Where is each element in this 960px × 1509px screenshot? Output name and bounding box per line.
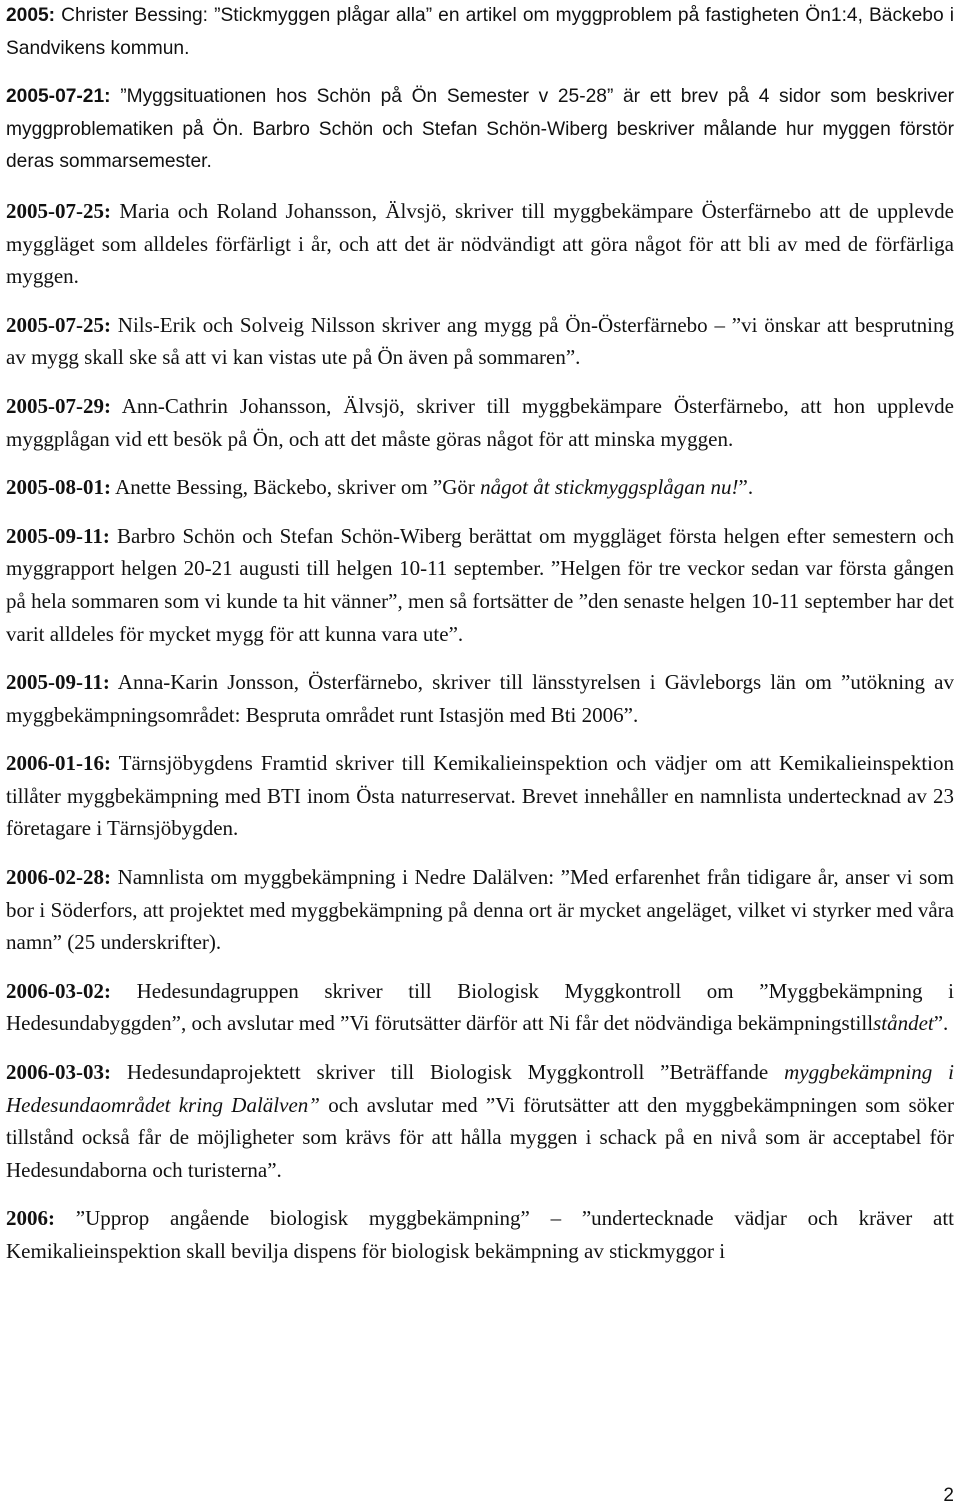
entry-date: 2005: bbox=[6, 5, 56, 26]
entry-text: Hedesundagruppen skriver till Biologisk Myggkontroll om ”Myggbekämpning i Hedesundabyggden”, och avslutar med ”Vi förutsätter därför att Ni får det nödvändiga bekämpningstill bbox=[6, 978, 954, 1036]
entry-text: Tärnsjöbygdens Framtid skriver till Kemikalieinspektion och vädjer om att Kemikalieinspektion tillåter myggbekämpning med BTI inom Östa naturreservat. Brevet innehåller en namnlista undertecknad av 23 företagare i Tärnsjöbygden. bbox=[6, 751, 954, 841]
entry-2005-07-25-johansson bbox=[6, 195, 954, 293]
entry-text: Anette Bessing, Bäckebo, skriver om ”Gör bbox=[110, 475, 481, 500]
entry-text: Namnlista om myggbekämpning i Nedre Dalälven: ”Med erfarenhet från tidigare år, anser vi som bor i Söderfors, att projektet med myggbekämpning på denna ort är mycket angeläget, vilket vi styrker med våra namn” (25 underskrifter). bbox=[6, 865, 954, 955]
entry-2006-01-16 bbox=[6, 747, 954, 845]
entry-2005-07-21 bbox=[6, 81, 954, 179]
entry-date: 2006-03-03: bbox=[6, 1060, 111, 1085]
entry-2006-02-28 bbox=[6, 861, 954, 959]
entry-text: ”Myggsituationen hos Schön på Ön Semester v 25-28” är ett brev på 4 sidor som beskriver myggproblematiken på Ön. Barbro Schön och Stefan Schön-Wiberg beskriver målande hur myggen förstör deras sommarsemester. bbox=[6, 86, 954, 173]
entry-date: 2005-08-01: bbox=[6, 475, 111, 500]
entry-text: Christer Bessing: ”Stickmyggen plågar alla” en artikel om myggproblem på fastigheten Ön1:4, Bäckebo i Sandvikens kommun. bbox=[6, 5, 954, 59]
entry-date: 2006-03-02: bbox=[6, 978, 111, 1003]
entry-date: 2005-07-21: bbox=[6, 86, 111, 108]
entry-date: 2006: bbox=[6, 1206, 55, 1231]
entry-2006-03-02 bbox=[6, 975, 954, 1040]
entry-date: 2005-09-11: bbox=[6, 670, 110, 695]
entry-2005-07-25-nilsson bbox=[6, 309, 954, 374]
entry-italic-text: myggbekämpning i Hedesundaområdet kring Dalälven” bbox=[6, 1060, 954, 1117]
entry-date: 2005-07-29: bbox=[6, 393, 111, 418]
entry-date: 2005-07-25: bbox=[6, 312, 111, 337]
entry-date: 2005-07-25: bbox=[6, 198, 111, 223]
entry-2005-08-01 bbox=[6, 471, 954, 504]
entry-italic-text: ståndet bbox=[873, 1011, 934, 1036]
entry-date: 2006-01-16: bbox=[6, 751, 111, 776]
entry-text-after: och avslutar med ”Vi förutsätter att den myggbekämpningen som söker tillstånd också får de möjligheter som krävs för att hålla myggen i schack på en nivå som är acceptabel för Hedesundaborna och turisterna”. bbox=[6, 1092, 954, 1182]
entry-text-after: ”. bbox=[738, 475, 754, 500]
entry-2006-03-03 bbox=[6, 1056, 954, 1186]
entry-italic-text: något åt stickmyggsplågan nu! bbox=[480, 475, 739, 500]
entry-text: Barbro Schön och Stefan Schön-Wiberg berättat om myggläget första helgen efter semestern och myggrapport helgen 20-21 augusti till helgen 10-11 september. ”Helgen för tre veckor sedan var första gången på hela sommaren som vi kunde ta hit vänner”, men så fortsätter de ”den senaste helgen 10-11 september har det varit alldeles för mycket mygg för att kunna vara ute”. bbox=[6, 523, 954, 646]
page-number: 2 bbox=[943, 1485, 954, 1506]
entry-date: 2006-02-28: bbox=[6, 865, 111, 890]
entry-2005-09-11-jonsson bbox=[6, 666, 954, 731]
entry-text: Hedesundaprojektett skriver till Biologisk Myggkontroll ”Beträffande bbox=[110, 1060, 785, 1085]
entry-2005-07-29 bbox=[6, 390, 954, 455]
entry-text: Nils-Erik och Solveig Nilsson skriver ang mygg på Ön-Österfärnebo – ”vi önskar att besprutning av mygg skall ske så att vi kan vistas ute på Ön även på sommaren”. bbox=[6, 312, 954, 370]
entry-text-after: ”. bbox=[933, 1011, 949, 1036]
entry-2006-upprop bbox=[6, 1202, 954, 1267]
entry-text: Ann-Cathrin Johansson, Älvsjö, skriver till myggbekämpare Österfärnebo, att hon upplevde myggplågan vid ett besök på Ön, och att det måste göras något för att minska myggen. bbox=[6, 393, 954, 451]
entry-date: 2005-09-11: bbox=[6, 523, 110, 548]
entry-text: Anna-Karin Jonsson, Österfärnebo, skriver till länsstyrelsen i Gävleborgs län om ”utökning av myggbekämpningsområdet: Bespruta området runt Istasjön med Bti 2006”. bbox=[6, 670, 954, 727]
entry-text: ”Upprop angående biologisk myggbekämpning” – ”undertecknade vädjar och kräver att Kemikalieinspektion skall bevilja dispens för biologisk bekämpning av stickmyggor i bbox=[6, 1206, 954, 1263]
entry-2005-09-11-schon bbox=[6, 520, 954, 650]
document-page bbox=[6, 0, 954, 1284]
entry-2005-christer-bessing bbox=[6, 0, 954, 65]
entry-text: Maria och Roland Johansson, Älvsjö, skriver till myggbekämpare Österfärnebo att de upplevde myggläget som alldeles förfärligt i år, och att det är nödvändigt att göra något för att bli av med de förfärliga myggen. bbox=[6, 198, 954, 289]
